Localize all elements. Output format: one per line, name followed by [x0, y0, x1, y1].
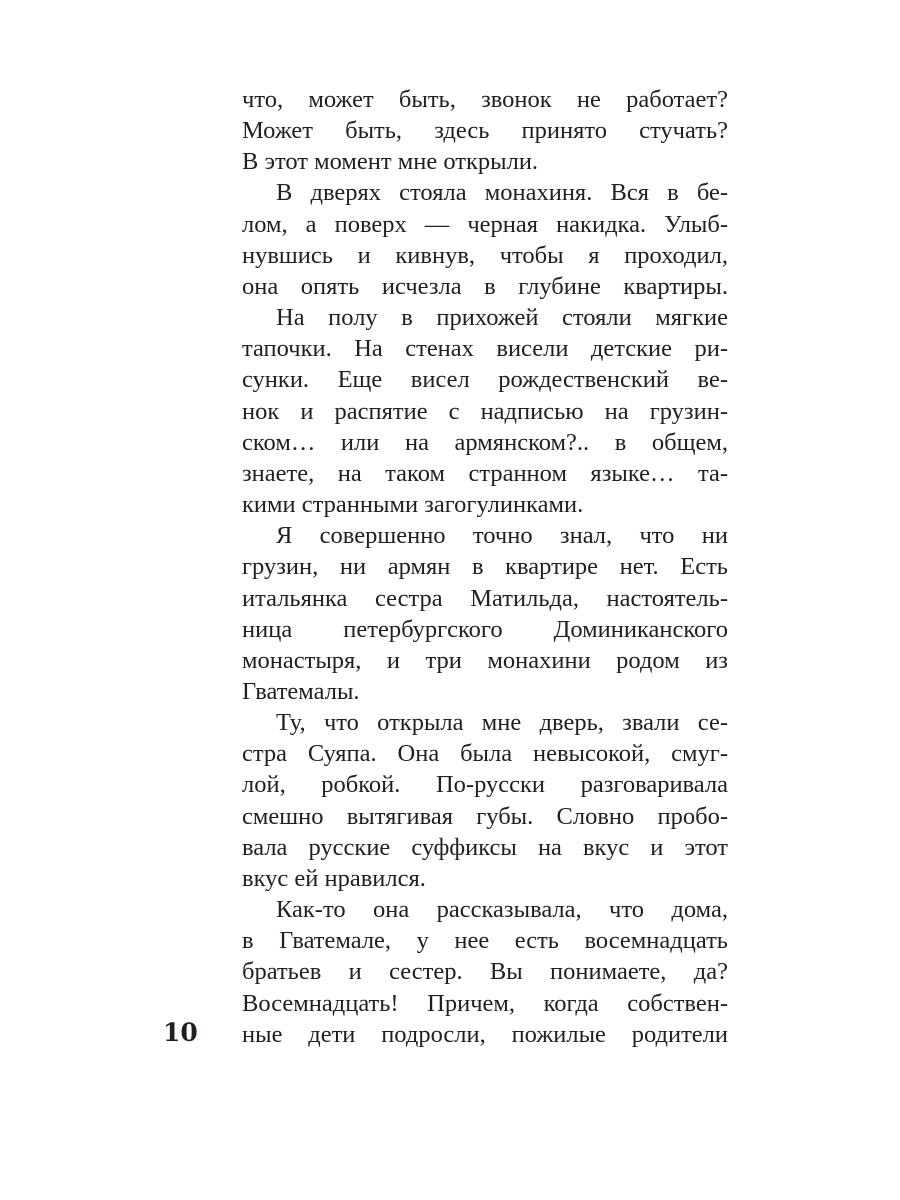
text-line: кими странными загогулинками. [242, 491, 584, 519]
body-text [242, 84, 728, 1050]
text-line: братьев и сестер. Вы понимаете, да? [242, 958, 728, 986]
text-line: она опять исчезла в глубине квартиры. [242, 272, 728, 300]
text-line: монастыря, и три монахини родом из [242, 646, 728, 674]
text-line: Может быть, здесь принято стучать? [242, 117, 728, 145]
text-line: Я совершенно точно знал, что ни [276, 522, 728, 550]
text-line: лом, а поверх — черная накидка. Улыб- [242, 210, 728, 238]
text-line: вкус ей нравился. [242, 864, 426, 892]
text-line: Как-то она рассказывала, что дома, [276, 896, 728, 924]
text-line: В этот момент мне открыли. [242, 148, 539, 176]
text-line: что, может быть, звонок не работает? [242, 86, 728, 113]
text-line: ница петербургского Доминиканского [242, 615, 728, 643]
text-line: грузин, ни армян в квартире нет. Есть [242, 553, 728, 581]
text-line: знаете, на таком странном языке… та- [242, 459, 728, 487]
text-line: сунки. Еще висел рождественский ве- [242, 366, 728, 394]
text-line: Гватемалы. [242, 677, 360, 705]
text-line: Ту, что открыла мне дверь, звали се- [276, 709, 728, 737]
text-line: итальянка сестра Матильда, настоятель- [242, 584, 728, 612]
text-line: Восемнадцать! Причем, когда собствен- [242, 989, 728, 1017]
page-number: 10 [163, 1018, 198, 1047]
text-line: В дверях стояла монахиня. Вся в бе- [276, 179, 728, 207]
text-line: нок и распятие с надписью на грузин- [242, 397, 728, 425]
text-line: лой, робкой. По-русски разговаривала [242, 771, 728, 799]
text-line: нувшись и кивнув, чтобы я проходил, [242, 241, 728, 269]
text-line: ском… или на армянском?.. в общем, [242, 428, 728, 456]
text-line: ные дети подросли, пожилые родители [242, 1020, 728, 1048]
text-line: тапочки. На стенах висели детские ри- [242, 335, 728, 363]
text-line: вала русские суффиксы на вкус и этот [242, 833, 728, 861]
text-line: стра Суяпа. Она была невысокой, смуг- [242, 740, 728, 768]
text-line: На полу в прихожей стояли мягкие [276, 304, 728, 332]
text-line: в Гватемале, у нее есть восемнадцать [242, 927, 728, 955]
text-line: смешно вытягивая губы. Словно пробо- [242, 802, 728, 830]
